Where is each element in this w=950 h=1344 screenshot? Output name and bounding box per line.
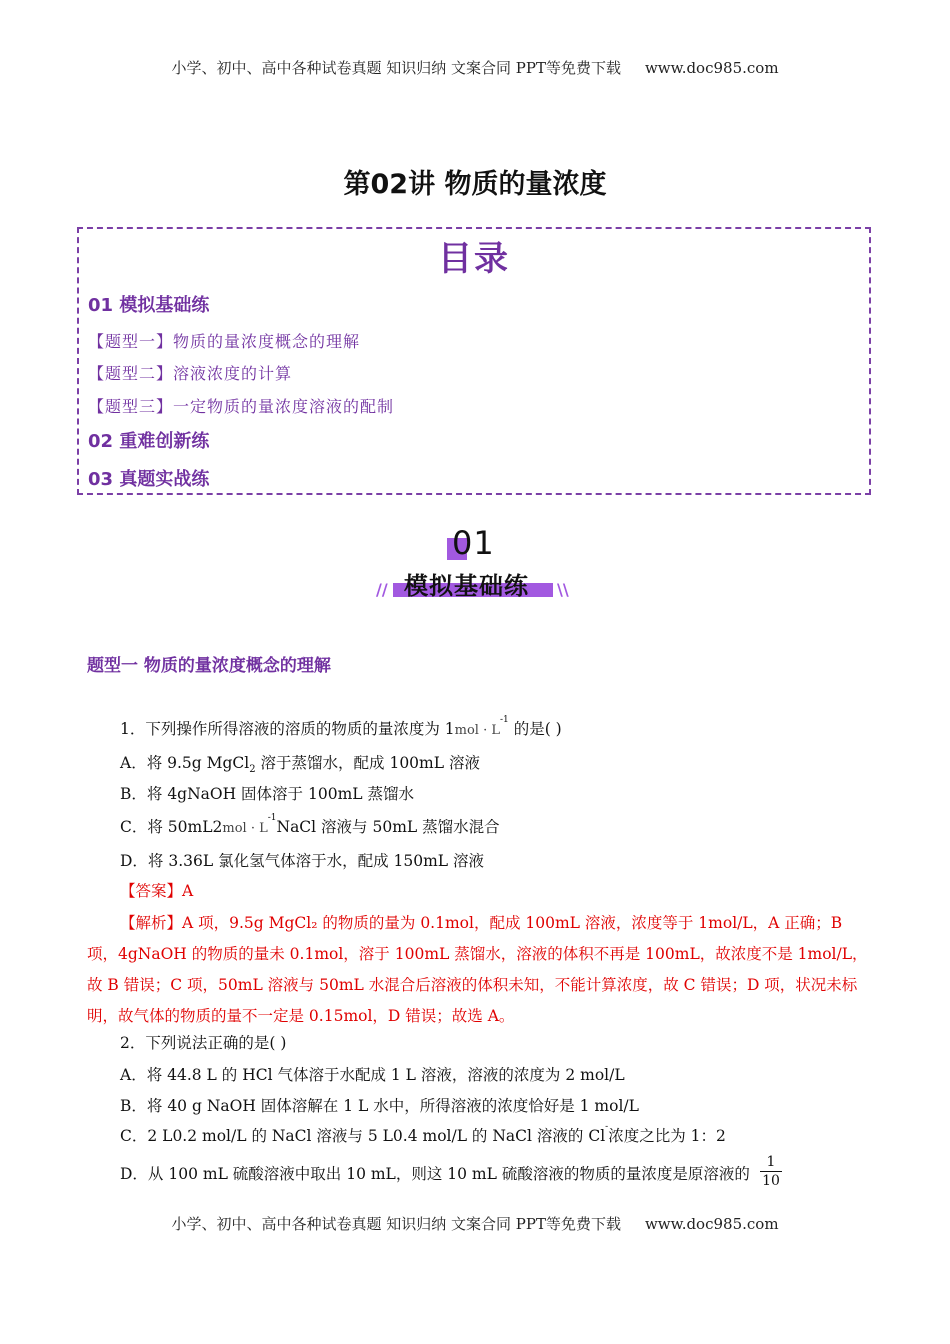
toc-section-1[interactable]: 01 模拟基础练 (88, 295, 210, 316)
fraction-bar (760, 1171, 782, 1172)
q1-c-tail: NaCl 溶液与 50mL 蒸馏水混合 (276, 818, 500, 836)
q1-stem-unit: mol · L (454, 723, 500, 738)
q2-stem: 2．下列说法正确的是( ) (120, 1034, 287, 1052)
q2-option-b: B．将 40 g NaOH 固体溶解在 1 L 水中，所得溶液的浓度恰好是 1 mol/L (120, 1097, 639, 1115)
q1-option-a (120, 751, 480, 775)
q2-option-a: A．将 44.8 L 的 HCl 气体溶于水配成 1 L 溶液，溶液的浓度为 2 mol/L (120, 1066, 625, 1084)
q1-answer: 【答案】A (120, 882, 194, 900)
q1-c-unit: mol · L (222, 821, 268, 836)
q2-option-c (120, 1124, 726, 1146)
header-text: 小学、初中、高中各种试卷真题 知识归纳 文案合同 PPT等免费下载 (171, 59, 621, 77)
q1-a-sub: 2 (249, 764, 256, 776)
header-url[interactable]: www.doc985.com (644, 59, 779, 77)
q1-explanation (87, 908, 875, 1032)
q1-explanation-label: 【解析】 (120, 914, 183, 932)
q1-option-d: D．将 3.36L 氯化氢气体溶于水，配成 150mL 溶液 (120, 852, 485, 870)
toc-section-3[interactable]: 03 真题实战练 (88, 469, 210, 490)
toc-item-3[interactable]: 【题型三】一定物质的量浓度溶液的配制 (88, 397, 395, 416)
q2-option-d: D．从 100 mL 硫酸溶液中取出 10 mL，则这 10 mL 硫酸溶液的物质的量浓度是原溶液的 (120, 1165, 750, 1183)
q1-stem-exp: -1 (500, 715, 509, 725)
q1-stem-tail: 的是( ) (508, 720, 562, 738)
q1-a-tail: 溶于蒸馏水，配成 100mL 溶液 (255, 754, 480, 772)
q1-stem-text: 1．下列操作所得溶液的溶质的物质的量浓度为 1 (120, 720, 455, 738)
toc-item-2[interactable]: 【题型二】溶液浓度的计算 (88, 364, 293, 383)
q2-c-sup: - (605, 1122, 609, 1132)
q1-stem (120, 717, 562, 739)
footer-text: 小学、初中、高中各种试卷真题 知识归纳 文案合同 PPT等免费下载 (171, 1215, 621, 1233)
section-label: 模拟基础练 (404, 572, 529, 600)
q1-c-exp: -1 (267, 813, 277, 823)
page-title: 第02讲 物质的量浓度 (343, 169, 607, 200)
fraction-numerator: 1 (766, 1154, 776, 1170)
q1-option-b: B．将 4gNaOH 固体溶于 100mL 蒸馏水 (120, 785, 414, 803)
toc-item-1[interactable]: 【题型一】物质的量浓度概念的理解 (88, 332, 361, 351)
type-title: 题型一 物质的量浓度概念的理解 (87, 656, 331, 676)
fraction-denominator: 10 (762, 1173, 780, 1189)
q1-c-text: C．将 50mL2 (120, 818, 223, 836)
q2-d-fraction (760, 1154, 782, 1189)
footer-url[interactable]: www.doc985.com (644, 1215, 779, 1233)
q2-c-text: C．2 L0.2 mol/L 的 NaCl 溶液与 5 L0.4 mol/L 的 NaCl 溶液的 Cl (120, 1127, 606, 1145)
q1-a-text: A．将 9.5g MgCl (120, 754, 250, 772)
page-header (0, 57, 950, 78)
slash-right-icon: \\ (557, 580, 569, 599)
toc-section-2[interactable]: 02 重难创新练 (88, 431, 210, 452)
q2-c-tail: 浓度之比为 1：2 (608, 1127, 726, 1145)
section-number: 01 (452, 524, 495, 562)
toc-heading: 目录 (438, 239, 510, 279)
slash-left-icon: // (376, 580, 388, 599)
page-footer (0, 1213, 950, 1234)
q1-explanation-text: A 项，9.5g MgCl₂ 的物质的量为 0.1mol，配成 100mL 溶液，浓度等于 1mol/L，A 正确；B 项，4gNaOH 的物质的量未 0.1mol，溶于 100mL 蒸馏水，溶液的体积不再是 100mL，故浓度不是 1mol/L，故 B 错误；C 项，50mL 溶液与 50mL 水混合后溶液的体积未知，不能计算浓度，故 C 错误；D 项，状况未标明，故气体的物质的量不一定是 0.15mol，D 错误；故选 A。 (87, 914, 868, 1025)
q1-option-c (120, 815, 500, 837)
